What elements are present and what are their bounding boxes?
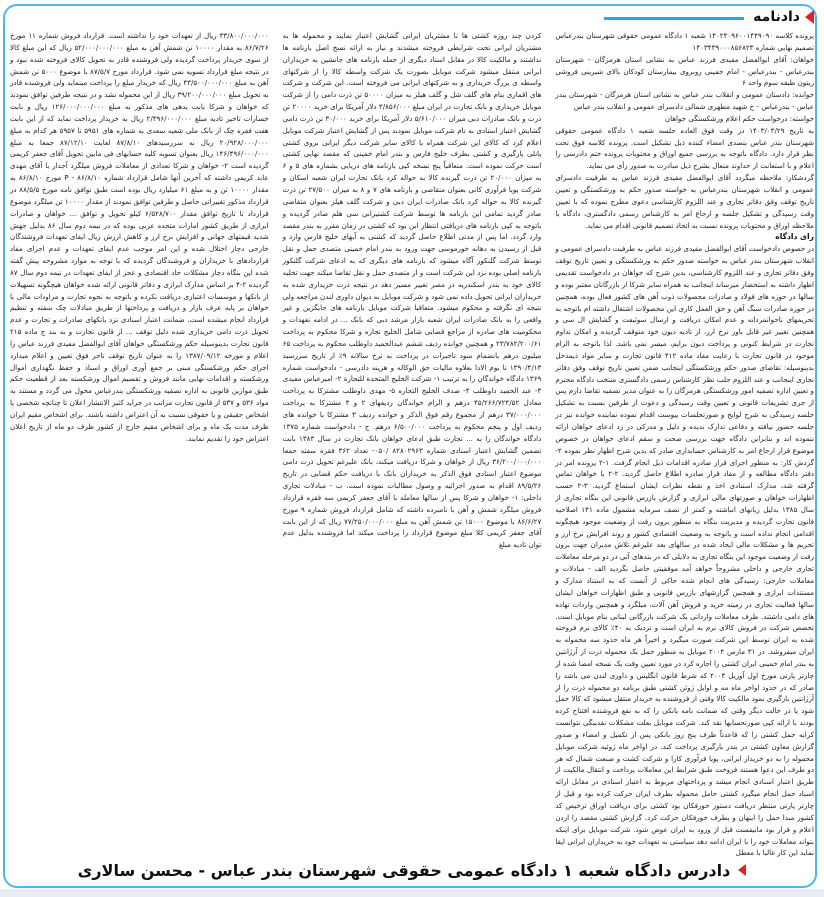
section-heading: رای دادگاه: [775, 232, 814, 242]
column-right: [555, 30, 815, 858]
red-triangle-icon: [738, 864, 746, 876]
paragraph: در خصوص دادخواست آقای ابوالفضل مفیدی فرزند عباس به طرفیت دادسرای عمومی و انقلاب شهرستان بندر عباس به خواسته صدور حکم به ورشکستگی و تعیین تاریخ توقف وفق دفاتر تجاری و عند اللزوم کارشناسی، بدین شرح که خواهان در دادخواست تقدیمی اظهار داشته به استحضار میرساند اینجانب به همراه سایر شرکا از بازرگانان معتبر بوده و سالها در حوزه های فولاد و صادرات محصولات ذوب آهن های کشور فعال بوده، همچنین در حوزه صادرات سنگ آهن و حق العمل کاری این محصولات اشتغال داشته ام باتوجه به تحریمهای ناجوانمردانه و عدم امکان دریافت و ارسال سوئیفت و گشایش ال سی و همچنین تغییر غیر قابل باور نرخ ارز، از تادیه دیون خود متوقف گردیده و امکان تداوم تجارت در شرایط کنونی و پرداخت دیون برایم، میسر نمی باشد. لذا باتوجه به الزام موجود در قانون تجارت با رعایت مفاد ماده ۴۱۲ قانون تجارت و سایر مواد ذیمدخل بدینوسیله: تقاضای صدور حکم ورشکستگی اینجانب ضمن تعیین تاریخ توقف وفق دفاتر تجاری اینجانب و عند اللزوم جلب نظر کارشناس رسمی دادگستری منتخب دادگاه محترم و تعیین اداره تصفیه امور ورشکستگی هرمزگان را به عنوان مدیر تصفیه تقاضا دارم پس از جری تشریفات قانونی و تعیین وقت رسیدگی و دعوت از طرفین نسبت به تشکیل جلسه رسیدگی به شرح لوایح و صورتجلسات پیوست اقدام نموده نماینده خوانده نیز در جلسه حضور نیافته و دفاعی تدارک ندیده و دلیل و مدرکی در رد ادعای خواهان ارائه ننموده اند و بنابراین دادگاه جهت بررسی صحت و سقم ادعای خواهان در خصوص موضوع قرار ارجاع امر به کارشناس حسابداری صادر که بدین شرح اظهار نظر نموده ۲- گردش کار: به منظور اجرای قرار صادره اقدامات ذیل انجام گرفت. ۱-۲ پرونده امر در دفتر دادگاه مطالعه و از مفاد قرار صادره اطلاع حاصل گردید. ۲-۲ با خواهان تماس گرفته شد، مدارک استنادی اخذ و نقطه نظرات ایشان استماع گردید. ۳-۲ حسب اظهارات خواهان و صورتهای مالی ابرازی و گزارش بازرس قانونی این بنگاه تجاری از سال ۱۳۸۵ بدلیل زیانهای انباشته و کمتر از نصف سرمایه مشمول ماده ۱۴۱ اصلاحیه قانون تجارت گردیده و مدیریت بنگاه به منظور برون رفت از وضعیت موجود هیچگونه اقدامی انجام نداده است و باتوجه به وضعیت اقتصادی کشور و روند افزایش نرخ ارز و تحریم ها و مشکلات مالی ایجاد شده در سالهای بعد علیرغم تلاش مدیران جهت برون رفت از وضعیت موجود این بنگاه تجاری به دلایلی که در بندهای آتی در دو مرحله معاملات تجاری خارجی و داخلی مشروحاً خواهد آمد موفقیتی حاصل نگردید الف - مبادلات و معاملات خارجی: رسیدگی های انجام شده حاکی از آنست که به استناد مدارک و مستندات ابرازی و همچنین گزارشهای بازرس قانونی و طبق اظهارات خواهان ایشان سالها فعالیت تجاری در زمینه خرید و فروش آهن آلات، میلگرد و همچنین واردات نهاده های دامی داشتند. طرف معاملات وارداتی یک شرکت بازرگانی لبنانی بنام موبایل است. تخصص شرکت در فروش کالای نرم به ایران است و نزدیک به ۴۰٪ کالای نرم فروخته شده به ایران توسط این شرکت صورت میگیرد و اخیراً هر ماه حدود سه محموله به ایران میفروشد. در ۳۱ مارس ۲۰۰۴ موبایل به منظور حمل یک محموله ذرت از آرژانتین به بندر امام خمینی ایران کشتی را اجاره کرد در مورد تعیین وقت یک نسخه امضا شده از چارتر پارتی مورخ اول آوریل ۲۰۰۴ که شرط قانون انگلیس و داوری لندن می باشد را صادر که در حدود اواخر ماه مه و اوایل ژوئن کشتی طبق برنامه دو محموله ذرت را از آرژانتین بارگیری نمود مالکیت کالا وقتی از فروشنده به خریدار منتقل میشود که کالا حمل شود یا در حالت دیگر وقتی که ضمانت نامه بانکی را که به نفع فروشنده افتتاح کرده بودند با ارائه کپی صورتحسابها نقد کند. شرکت موبایل بعلت مشکلات نقدینگی نتوانست کرایه حمل کشتی را که قاعدتاً ظرف پنج روز بانکی پس از تکمیل و امضاء و صدور گزارش معاون کشتی در بندر بارگیری پرداخت کند. در اواخر ماه ژوئیه شرکت موبایل محموله را به دو خریدار ایرانی، پویا فرآوری کارا و شرکت کشت و صنعت شمال که هر دو طرف این دعوا هستند فروخت طبق شرایط این معاملات پرداخت و انتقال مالکیت از طریق اعتبار اسنادی انجام میشد و پرداختهای مربوط به اعتبار اسنادی در مقابل ارائه اسناد حمل انجام میگیرد کشتی حامل محموله بطرف ایران حرکت کرده بود و قبل از چارتر پارتی منتظر دریافت دستور خورفکان بود کشتی برای دریافت اوراق ترخیص کد کشور مبدا حمل را اینهان و بطرف خورفکان حرکت کرد. گزارش کشتی مقصد را اردن اعلام و قرار بود مانیفست قبل از ورود به ایران عوض شود. شرکت موبایل برای اینکه بتواند معاملات خود را با ایران ادامه دهد سیاستی به تعهدات خود به خریداران ایرانی ایفا نماید این کار غالبا با معطل: [555, 244, 815, 858]
paragraph: خواسته: درخواست حکم اعلام ورشکستگی خواهان: [664, 113, 814, 123]
paragraph: ۳۳/۸۰۰/۰۰۰/۰۰۰ ریال از تعهدات خود را نداشته است. قرارداد فروش شماره ۱۱ مورخ ۸۶/۷/۲۶ به مقدار ۱۰۰۰۰ تن شمش آهن به مبلغ ۵۲/۰۰۰/۰۰۰/۰۰۰ ریال که این مبلغ کالا از سوی خریدار پرداخت گردیده ولی فروشنده قادر به تحویل کالای فروخته شده نبود و در نتیجه مبلغ قرارداد تسویه نمی شود. قرارداد مورخ ۸۷/۵/۷ با موضوع ۵۰۰۰ تن شمش آهن به مبلغ ۴۳/۵۰۰/۰۰۰/۰۰۰ ریال که خریدار مبلغ را پرداخت مینماید ولی فروشنده قادر به تحویل مبلغ ۳۹/۲۰۰/۰۰۰/۰۰۰ ریال از این محموله نشد و در نتیجه طرفین توافق نمودند که خواهان و شرکا بابت بدهی های مذکور به مبلغ ۱۲۶/۰۰۰/۰۰۰/۰۰۰ ریال و بابت خسارات تاخیر تادیه مبلغ ۲/۴۹۶/۰۰۰/۰۰۰ ریال به خریدار پرداخت نماید که از این بابت هفت فقره چک از بانک ملی شعبه سعدی به شماره های ۵۹۵۱ تا ۵۹۵۷ هر کدام به مبلغ ۲۰/۹۲۸/۰۰۰/۰۰۰ ریال به سررسیدهای ۸۷/۸/۱۰ لغایت ۸۷/۱۲/۱۰ جمعا به مبلغ ۱۴۶/۴۹۶/۰۰۰/۰۰۰ ریال بعنوان تسویه کلیه حسابهای فی مابین تحویل آقای جعفر کریمی گردیده است ۲- خواهان و شرکا تعدادی از معاملات فروش میلگرد آجدار با آقای مهدی عابد کریمی داشته که آخرین آنها شامل قرارداد شماره ۸۶/۸/۱۰ - P مورخ ۸۶/۸/۱۰ به مقدار ۱۰۰۰۰ تن و به مبلغ ۶۱ میلیارد ریال بوده است طبق توافق نامه مورخ ۸۸/۵/۵ در قرارداد مذکور تغییراتی حاصل و طرفین توافق نمودند از مقدار ۱۰۰۰۰ تن میلگرد موضوع قرارداد تا تاریخ توافق مقدار ۶/۵۲۸/۷۰۰ کیلو تحویل و توافق ... خواهان و صادرات ابرازی از طریق کشور امارات متحده عربی بوده که در نیمه دوم سال ۸۶ بدلیل جهش شدید قیمتهای جهانی و افزایش نرخ ارز و کاهش ارزش ریال ایفای تعهدات فروشندگان خارجی دچار اختلال شده و این امر موجب عدم ایفای تعهدات و عدم اجرای مفاد قراردادهای با خریداران و فروشندگان گردیده که با توجه به موارد مشروحه پیش گفته شده این بنگاه دچار مشکلات حاد اقتصادی و عجز از ایفای تعهدات در نیمه دوم سال ۸۷ گردیده ۲-۴ بر اساس مدارک ابرازی و دفاتر قانونی ارائه شده خواهان هیچگونه تسهیلات از بانکها و موسسات اعتباری دریافت نکرده و باتوجه به نحوه تجارت و مراودات مالی با خواهان بر پایه عرف بازار و دریافت و پرداختها از طریق مبادلات چک سفته و تنظیم قرارداد انجام میشده است. ضمانت اعتبار اسنادی نزد بانکهای صادرات و تجارت و عدم تحویل ذرت دامی خریداری شده دلیل توقف ... از قانون تجارت و به بند ج ماده ۲۱۵ قانون تجارت بدینوسیله حکم ورشکستگی خواهان آقای ابوالفضل مفیدی فرزند عباس را اعلام و مورخه ۱۳۸۷/۰۹/۱۲ را به عنوان تاریخ توقف تاجر فوق تعیین و اعلام میدارد اجرای حکم ورشکستگی مبنی بر جمع آوری اوراق و اسناد و حفظ نگهداری اموال ورشکسته و اقدامات نهایی مانند فروش و تقسیم اموال ورشکسته بعد از قطعیت حکم طبق موازین قانونی به اداره تصفیه ورشکستگی بندرعباس محول می گردد و مستند به مواد ۵۳۶ و ۵۳۷ از قانون تجارت مراتب در جراید کثیر الانتشار اعلان تا چنانچه شخصی یا اشخاص حقیقی و یا حقوقی نسبت به آن اعتراض داشته باشند. برای اشخاص مقیم ایران ظرف مدت یک ماه و برای اشخاص مقیم خارج از کشور ظرف دو ماه از تاریخ اعلان اعتراض خود را تقدیم نمایند.: [9, 31, 269, 443]
judge-signature: دادرس دادگاه شعبه ۱ دادگاه عمومی حقوقی شهرستان بندر عباس - محسن سالاری: [77, 860, 731, 880]
paragraph: کردن چند روزه کشتی ها تا مشتریان ایرانی گشایش اعتبار نمایند و محموله ها به مشتریان ایرانی تحت شرایطی فروخته میشدند و نیاز به ارائه نسخ اصل بارنامه ها نداشتند و مالکیت کالا در مقابل اسناد دیگری از جمله بارنامه های جانشین به خریداران ایرانی منتقل میشود شرکت موبایل بصورت یک شرکت واسطه کالا را از شرکتهای واسطه ی بزرگ خریداری و به شرکتهای ایرانی می فروخته است. این شرکت و شرکت های اقماری بنام های گلف شل و گلف هیلز به میزان ۵۰۰۰۰ تن ذرت دامی را از شرکت موبایل خریداری و بانک تجارت در ایران مبلغ ۳/۸۵۶/۰۰۰ دلار آمریکا برای خرید ۲۰۰۰۰ تن ذرت و بانک صادرات دبی میزان ۵/۶۱۰/۰۰۰ دلار آمریکا برای خرید ۳۰/۰۰۰ تن ذرت دامی گشایش اعتبار اسنادی به نام شرکت موبایل نمودند پس از گشایش اعتبار شرکت موبایل اعلام کرد که کالای این شرکت همراه با کالای سایر شرکت دیگر ایرانی بروی کشتی پانلی بارگیری و کشتی بطرف خلیج فارس و بندر امام خمینی که مقصد نهایی کشتی است حرکت نموده است. متعاقباً پنج نسخه کپی بارنامه های دریایی بشماره های ۵ و ۶ به میزان ۲۰/۰۰۰ تن ذرت گیرنده کالا به حواله کرد بانک تجارت ایران شعبه اسکان و شرکت پویا فرآوری کانی بعنوان متقاضی و بارنامه های ۷ و ۸ به میزان ۲۷/۵۰۰ تن ذرت گیرنده کالا به حواله کرد بانک صادرات ایران دبی و شرکت گلف هیلز بعنوان متقاضی صادر گردید تمامی این بارنامه ها توسط شرکت کشتیرانی سی هلم صادر گردیده و باتوجه به کپی بارنامه های دریافتی انتظار این بود که کشتی در زمان مقرر به بندر مقصد وارد گردد. اما پس از مدتی اطلاع حاصل گردید که کشتی به آبهای خلیج فارس وارد و قبل از رسیدن به دهانه خورموسی جهت ورود به بندر امام خمینی متصدی حمل و نقل توسط شرکت گلنکور آگاه میشود که بارنامه های دیگری که به ادعای شرکت گلنکور بارنامه اصلی بوده نزد این شرکت است و از متصدی حمل و نقل تقاضا میکند جهت تخلیه کالای خود به بندر اسکندریه در مصر تغییر مسیر دهد در نتیجه ذرت خریداری شده به خریداران ایرانی تحویل داده نمی شود و شرکت موبایل به دیوان داوری لندن مراجعه ولی نتیجه ای نگرفته و محکوم میشود. متعاقبا شرکت موبایل بارنامه های جایگزین و غیر واقعی را به بانک صادرات ایران شعبه بازار مرشد دبی که بانک ... در ادامه تعهدات و محکومیت های صادره از مراجع قضایی شامل الخلیج تجاره و شرکا محکوم به پرداخت ۲۳/۷۸۲/۲۰۰/۶۱ و همچنین خوانده ردیف ششم عبدالحمید داوطلب محکوم به پرداخت ۶۵ میلیون درهم بانضمام سود تاخیرات در پرداخت به نرخ سالانه ۹٪ از تاریخ سررسید ۱۳۹۰/۴/۱۳ تا یوم الادا بعلاوه مالیات حق الوکاله و هزینه دادرسی - دادخواست شماره ۱۳۶۹ دادگاه خواندگان را به ترتیب ۱- شرکت الخلیج المتحدة للتجارة ۲- امیرعباس مفیدی ۳- عبد الحمید داوطلب ۴- صدف الخلیج التجاره ۵- مهدی داوطلب مشترکا به پرداخت معادل ۴۵/۲۶۶/۷۲۴/۵۲ درهم و الزام خواندگان ردیفهای ۲ و ۴ مشترکا به پرداخت ۳۷/۰۰۰/۰۰۰ درهم از مجموع رقم فوق الذکر و خوانده ردیف ۳ مشترکا با خوانده های ردیف اول و پنجم محکوم به پرداخت ۶/۵۰۰/۰۰۰ درهم. ج - دادخواست شماره ۱۳۷۵ دادگاه خواندگان را به ... تجارت طبق ادعای خواهان بانک تجارت در سال ۱۳۸۳ بابت تضمین گشایش اعتبار اسنادی شماره ۸۲۸۰۲۹۶۳ /۰۵۰- تعداد ۳۶۲ فقره سفته جمعا ۳۶/۲۰۰/۰۰۰/۰۰۰ ریال از خواهان و شرکا دریافت میکند، بانک علیرغم تحویل ذرت دامی موضوع اعتبار اسنادی فوق الذکر به خریداران بانک با دریافت حکم قضایی در تاریخ ۸۹/۵/۲۶ اقدام به صدور اجرائیه و وصول مطالبات نموده است. ب - مبادلات تجاری داخلی: ۱- خواهان و شرکا پس از سالها معامله با آقای جعفر کریمی سه فقره قرارداد فروش میلگرد شمش و آهن با نامبرده داشته که شامل قرارداد فروش شماره ۹ مورخ ۸۶/۶/۲۷ با موضوع ۱۵۰۰۰ تن شمش آهن به مبلغ ۷۷/۲۵۰/۰۰۰/۰۰۰ ریال که از این بابت آقای جعفر کریمی کلا مبلغ موضوع قرارداد را پرداخت میکند اما فروشنده بدلیل عدم توان تادیه مبلغ: [282, 31, 542, 550]
paragraph: پرونده کلاسه ۱۴۰۲۴۰۹۶۰۰۱۴۴۹۰۹۰ شعبه ۱ دادگاه عمومی حقوقی شهرستان بندرعباس تصمیم نهایی شماره ۱۴۰۳۴۳۹۰۰۰۸۵۶۸۲۳: [555, 31, 814, 52]
column-middle: [283, 30, 542, 846]
header-divider: [604, 17, 744, 20]
document-footer: [0, 856, 824, 884]
text-columns: [9, 30, 815, 858]
document-title: دادنامه: [753, 9, 800, 25]
document-header: [753, 6, 814, 28]
paragraph: خواهان: آقای ابوالفضل مفیدی فرزند عباس به نشانی استان هرمزگان - شهرستان بندرعباس - بندرعباس - امام خمینی روبروی بیمارستان کودکان بالای شیرینی فروشی زیتون طبقه سوم واحد ۶: [555, 54, 814, 88]
paragraph: گردشکار: ملاحظه میگردد آقای ابوالفضل مفیدی فرزند عباس به طرفیت دادسرای عمومی و انقلاب شهرستان بندرعباس به خواسته صدور حکم به ورشکستگی و تعیین تاریخ توقف وفق دفاتر تجاری و عند اللزوم کارشناسی دعوی مطرح نموده که با تعیین وقت رسیدگی و تشکیل جلسه و ارجاع امر به کارشناس رسمی دادگستری، دادگاه با ملاحظه اوراق و محتویات پرونده نسبت به اتخاذ تصمیم قانونی اقدام می نماید.: [555, 173, 814, 230]
red-triangle-icon: [805, 10, 814, 24]
column-left: [10, 30, 269, 846]
paragraph: به تاریخ ۱۴۰۳/۰۳/۲۹ در وقت فوق العاده جلسه شعبه ۱ دادگاه عمومی حقوقی شهرستان بندر عباس بتصدی امضاء کننده ذیل تشکیل است. پرونده کلاسه فوق تحت نظر قرار دارد. دادگاه باتوجه به بررسی جمیع اوراق و محتویات پرونده ختم دادرسی را اعلام و با استعانت از خداوند متعال بشرح ذیل مبادرت به صدور رأی می نماید.: [555, 125, 814, 171]
bottom-strip: [0, 889, 824, 897]
paragraph: خوانده: دادستان عمومی و انقلاب بندر عباس به نشانی استان هرمزگان - شهرستان بندر عباس - بندرعباس - خ شهید مطهری شمالی دادسرای عمومی و انقلاب بندر عباس: [555, 90, 814, 112]
